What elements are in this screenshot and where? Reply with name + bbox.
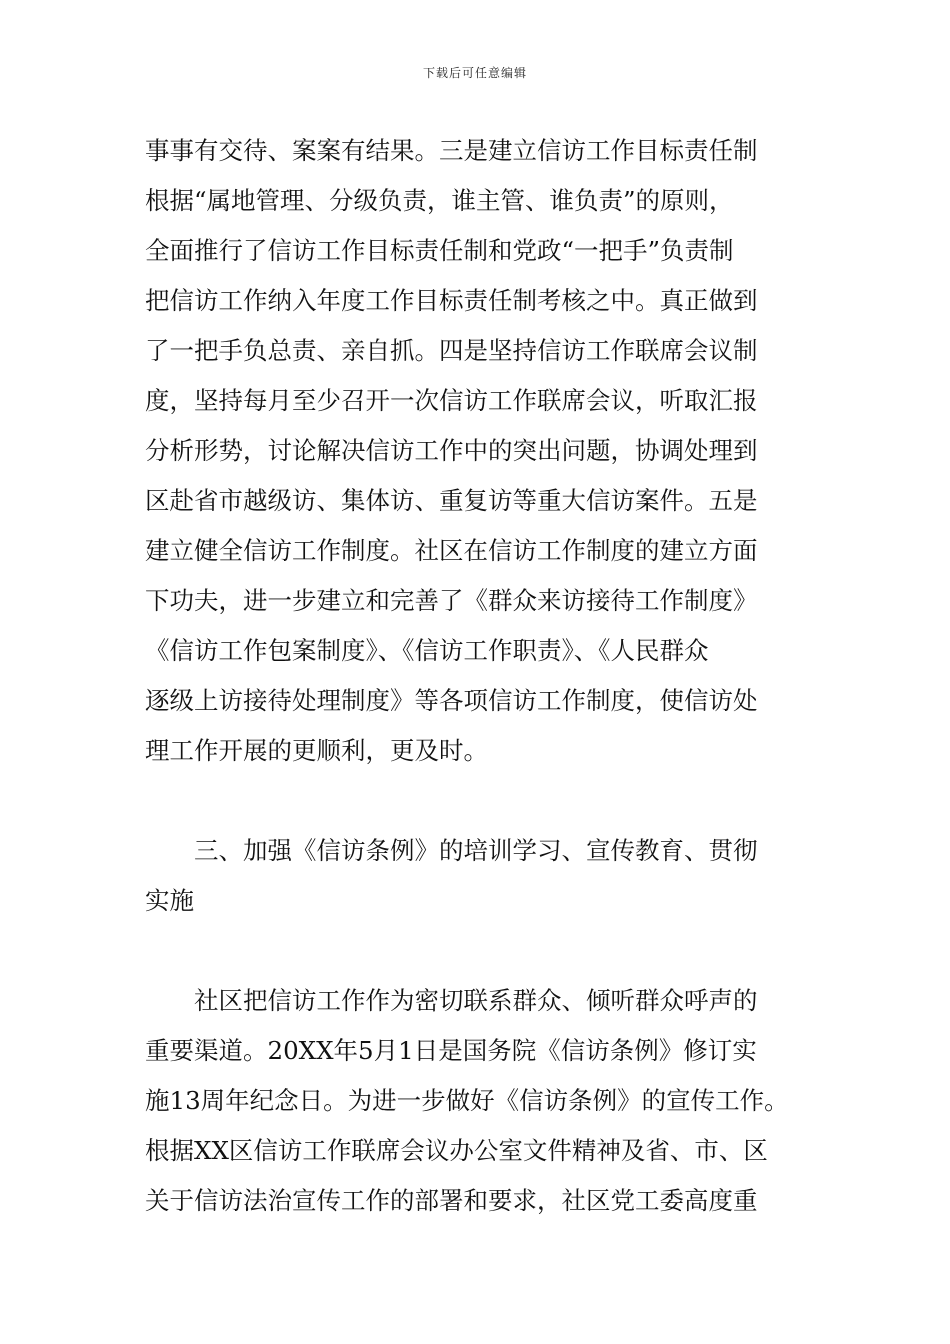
paragraph-publicity (145, 976, 815, 1226)
paragraph-responsibility-system (145, 126, 815, 776)
text-line: 施13周年纪念日。为进一步做好《信访条例》的宣传工作。 (145, 1086, 789, 1115)
page-header: 下载后可任意编辑 (422, 66, 527, 80)
text-line: 实施 (145, 886, 194, 915)
section-heading (145, 826, 815, 926)
text-line: 关于信访法治宣传工作的部署和要求，社区党工委高度重 (145, 1186, 758, 1215)
text-line: 根据“属地管理、分级负责，谁主管、谁负责”的原则， (145, 186, 734, 215)
text-line: 区赴省市越级访、集体访、重复访等重大信访案件。五是 (145, 486, 758, 515)
text-line: 社区把信访工作作为密切联系群众、倾听群众呼声的 (194, 986, 758, 1015)
text-line: 重要渠道。20XX年5月1日是国务院《信访条例》修订实 (145, 1036, 757, 1065)
text-line: 下功夫，进一步建立和完善了《群众来访接待工作制度》 (145, 586, 758, 615)
text-line: 分析形势，讨论解决信访工作中的突出问题，协调处理到 (145, 436, 758, 465)
text-line: 根据XX区信访工作联席会议办公室文件精神及省、市、区 (145, 1136, 768, 1165)
text-line: 逐级上访接待处理制度》等各项信访工作制度，使信访处 (145, 686, 758, 715)
text-line: 三、加强《信访条例》的培训学习、宣传教育、贯彻 (194, 836, 758, 865)
text-line: 全面推行了信访工作目标责任制和党政“一把手”负责制 (145, 236, 734, 265)
text-line: 建立健全信访工作制度。社区在信访工作制度的建立方面 (145, 536, 758, 565)
text-line: 把信访工作纳入年度工作目标责任制考核之中。真正做到 (145, 286, 758, 315)
document-body (145, 126, 815, 1226)
text-line: 理工作开展的更顺利，更及时。 (145, 736, 488, 765)
text-line: 了一把手负总责、亲自抓。四是坚持信访工作联席会议制 (145, 336, 758, 365)
text-line: 事事有交待、案案有结果。三是建立信访工作目标责任制 (145, 136, 758, 165)
text-line: 度，坚持每月至少召开一次信访工作联席会议，听取汇报 (145, 386, 758, 415)
text-line: 《信访工作包案制度》、《信访工作职责》、《人民群众 (145, 636, 709, 665)
